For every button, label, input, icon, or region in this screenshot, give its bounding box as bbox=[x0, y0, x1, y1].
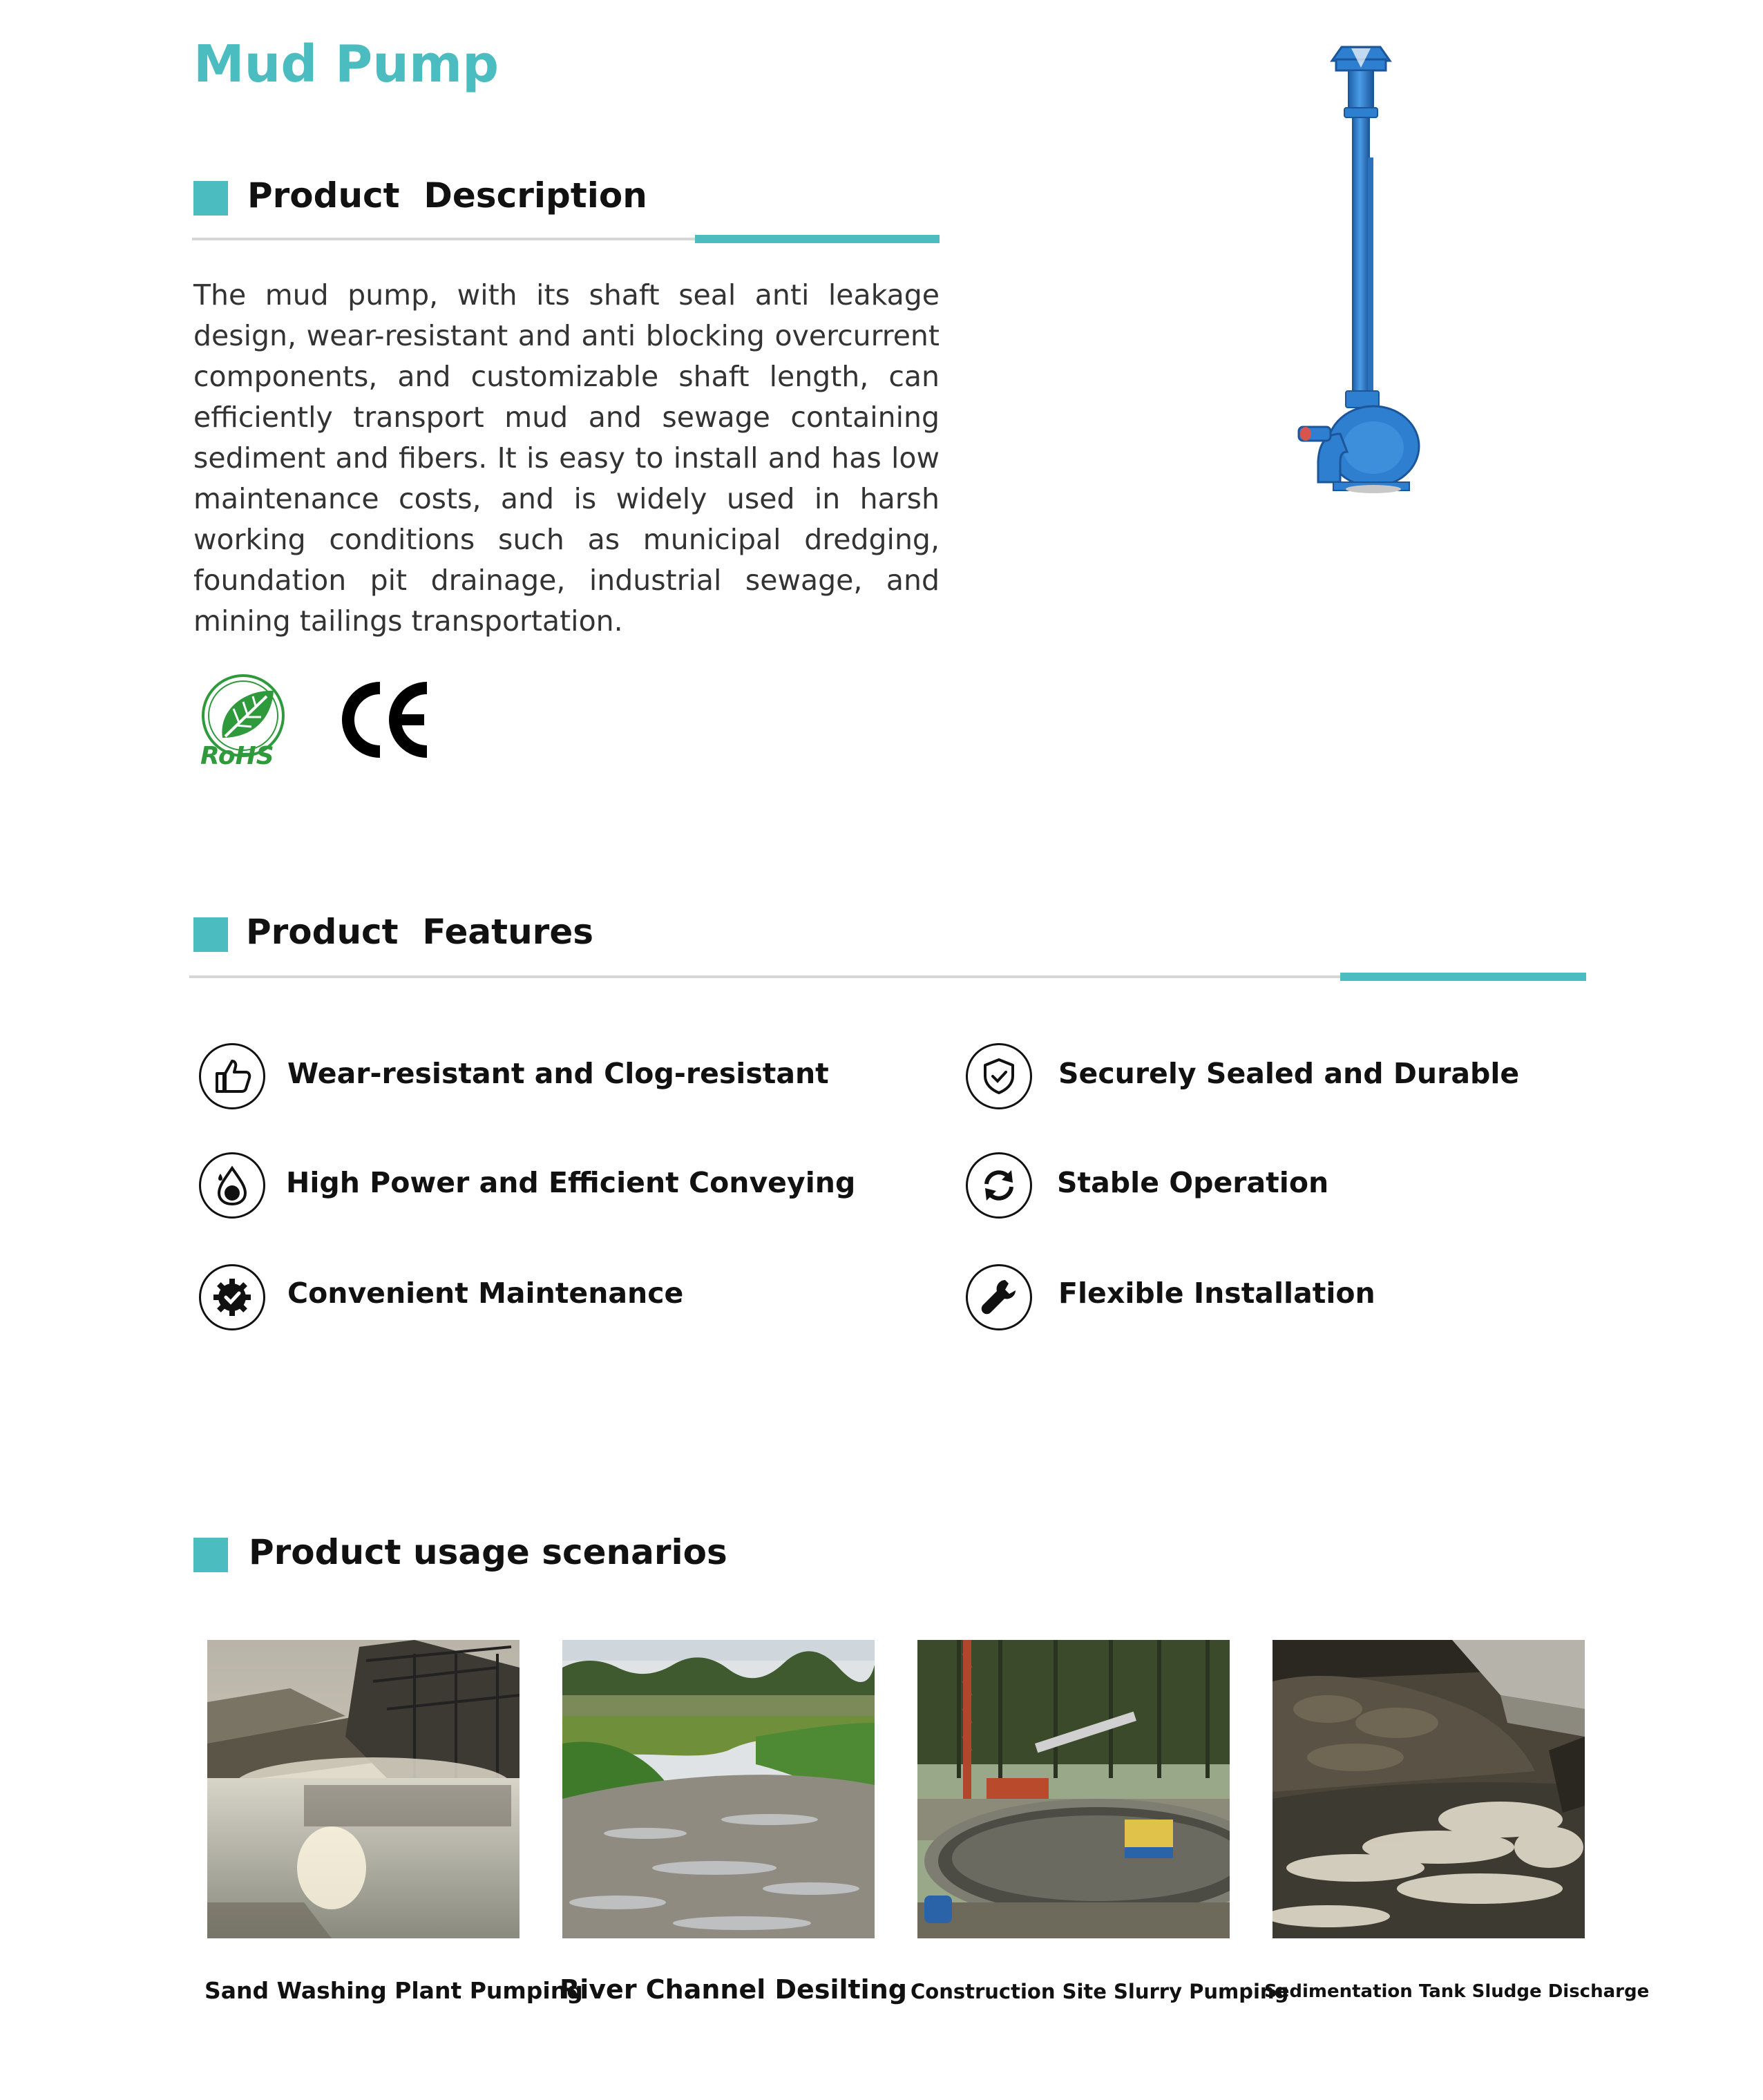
thumbs-up-icon bbox=[199, 1043, 265, 1109]
feature-label: Wear-resistant and Clog-resistant bbox=[287, 1057, 829, 1090]
description-heading: Product Description bbox=[247, 175, 647, 216]
scenario-caption: Construction Site Slurry Pumping bbox=[911, 1980, 1289, 2003]
feature-label: Stable Operation bbox=[1057, 1166, 1329, 1199]
scenario-image-sand-washing bbox=[207, 1640, 520, 1938]
divider-accent bbox=[1340, 973, 1586, 981]
refresh-icon bbox=[966, 1152, 1032, 1219]
features-heading: Product Features bbox=[246, 912, 594, 952]
scenarios-heading: Product usage scenarios bbox=[249, 1532, 727, 1572]
page-title: Mud Pump bbox=[193, 35, 499, 94]
gear-check-icon bbox=[199, 1264, 265, 1330]
shield-check-icon bbox=[966, 1043, 1032, 1109]
section-marker bbox=[193, 1538, 228, 1572]
section-marker bbox=[193, 917, 228, 952]
section-marker bbox=[193, 181, 228, 216]
feature-label: Securely Sealed and Durable bbox=[1058, 1057, 1520, 1090]
feature-label: Flexible Installation bbox=[1058, 1277, 1375, 1310]
divider-accent bbox=[695, 235, 940, 243]
scenario-image-construction-site bbox=[917, 1640, 1230, 1938]
rohs-label: RoHS bbox=[200, 742, 274, 767]
wrench-icon bbox=[966, 1264, 1032, 1330]
scenario-caption: Sedimentation Tank Sludge Discharge bbox=[1264, 1981, 1650, 2002]
ce-mark bbox=[341, 681, 432, 758]
product-image bbox=[1292, 40, 1430, 496]
feature-label: Convenient Maintenance bbox=[287, 1277, 684, 1310]
scenario-image-river-channel bbox=[562, 1640, 875, 1938]
water-drop-icon bbox=[199, 1152, 265, 1219]
feature-label: High Power and Efficient Conveying bbox=[286, 1166, 856, 1199]
scenario-image-sedimentation-tank bbox=[1273, 1640, 1585, 1938]
scenario-caption: River Channel Desilting bbox=[560, 1974, 907, 2005]
rohs-logo bbox=[198, 674, 289, 767]
scenario-caption: Sand Washing Plant Pumping bbox=[204, 1977, 583, 2004]
product-description-text: The mud pump, with its shaft seal anti leakage design, wear-resistant and anti blocking overcurrent components, and customizable shaft length, can efficiently transport mud and sewage containing sediment and fibers. It is easy to install and has low maintenance costs, and is widely used in harsh working conditions such as municipal dredging, foundation pit drainage, industrial sewage, and mining tailings transportation. bbox=[193, 278, 940, 638]
